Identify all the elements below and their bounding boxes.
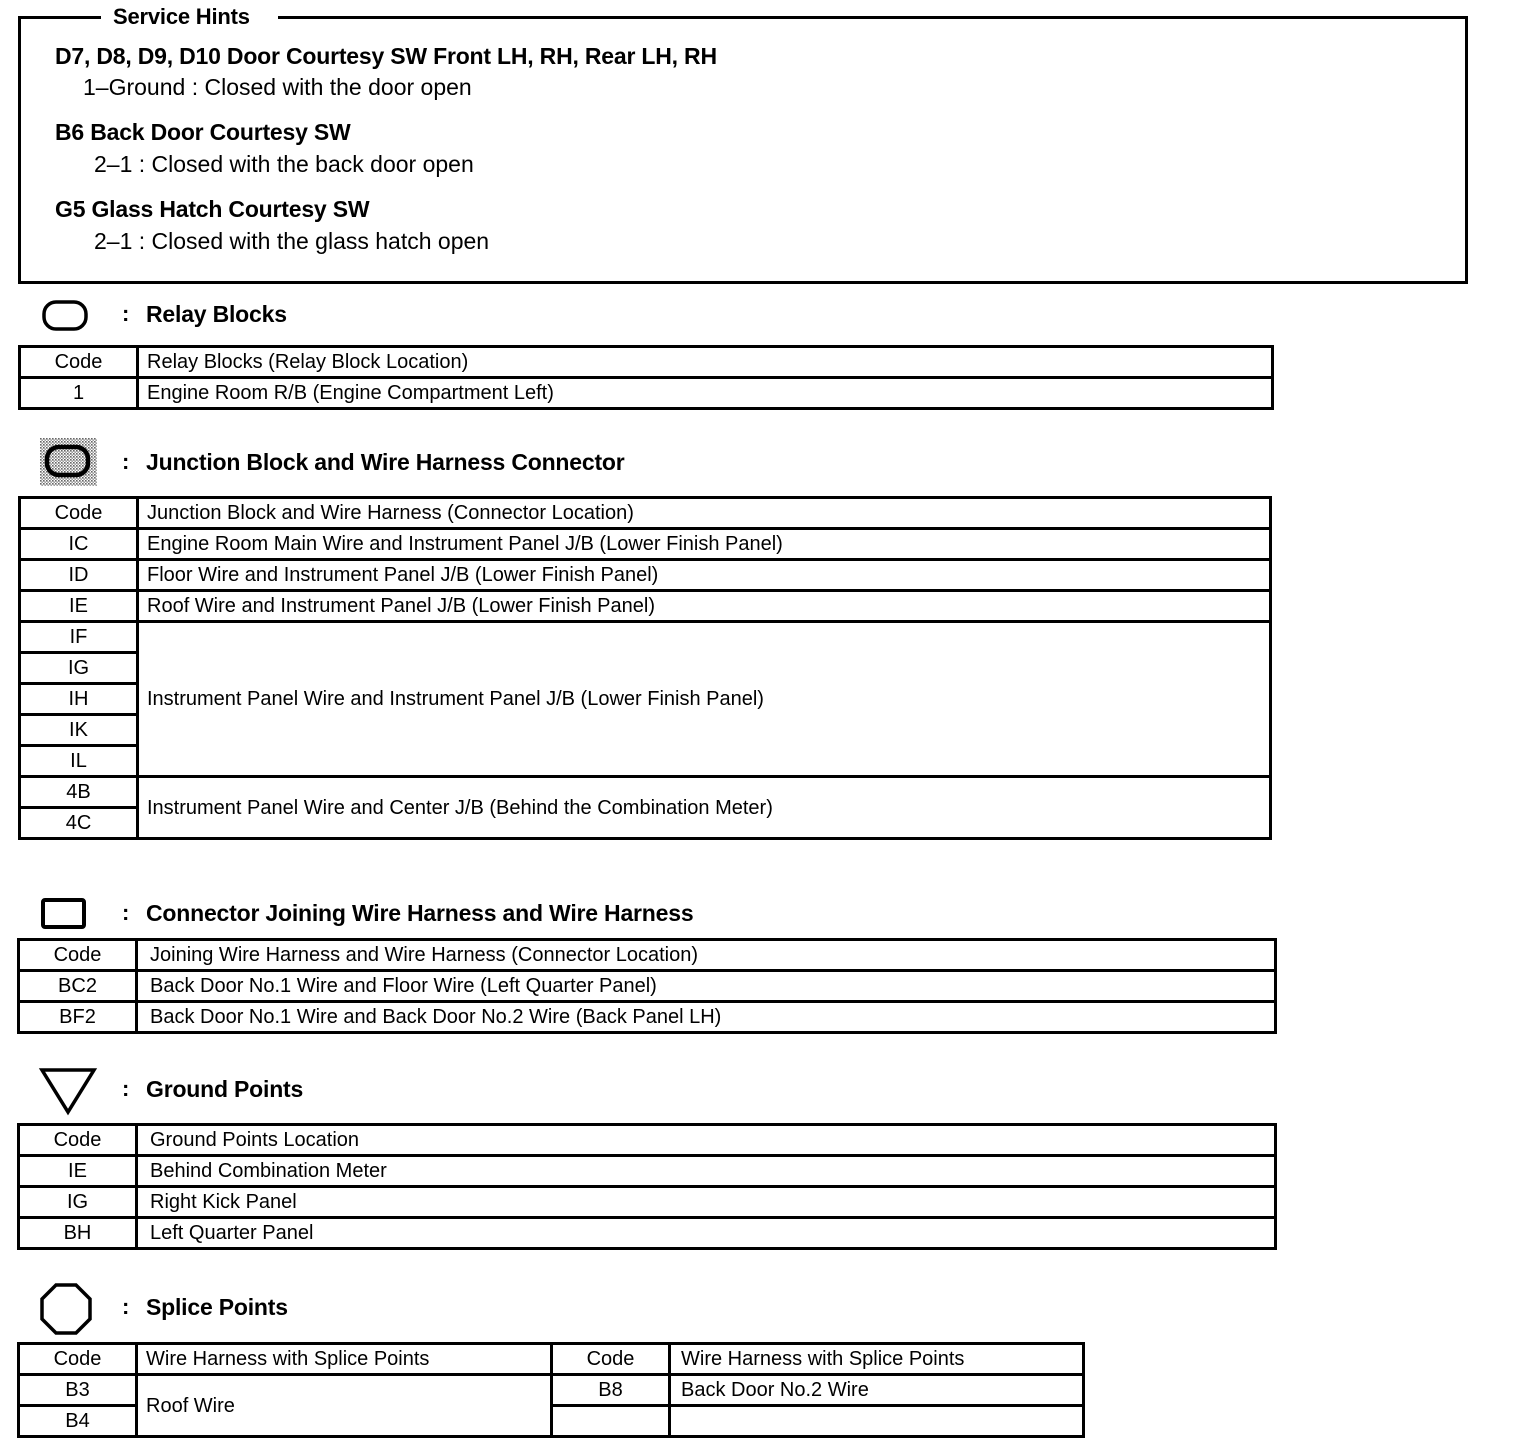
header-desc: Wire Harness with Splice Points bbox=[670, 1344, 1084, 1375]
desc-cell bbox=[670, 1406, 1084, 1437]
desc-cell: Back Door No.2 Wire bbox=[670, 1375, 1084, 1406]
code-cell: IE bbox=[20, 591, 138, 622]
code-cell: BC2 bbox=[19, 971, 137, 1002]
colon: : bbox=[122, 1076, 130, 1101]
splice-points-table bbox=[17, 1342, 1085, 1438]
colon: : bbox=[122, 449, 130, 474]
table-row bbox=[20, 622, 1271, 653]
code-cell: IE bbox=[19, 1156, 137, 1187]
code-cell: 4C bbox=[20, 808, 138, 839]
code-cell: BF2 bbox=[19, 1002, 137, 1033]
code-cell: BH bbox=[19, 1218, 137, 1249]
section-header-junction-block bbox=[0, 441, 1000, 481]
desc-cell: Back Door No.1 Wire and Floor Wire (Left Quarter Panel) bbox=[137, 971, 1276, 1002]
desc-cell: Back Door No.1 Wire and Back Door No.2 Wire (Back Panel LH) bbox=[137, 1002, 1276, 1033]
connector-joining-table bbox=[17, 938, 1277, 1034]
desc-cell: Instrument Panel Wire and Instrument Panel J/B (Lower Finish Panel) bbox=[138, 622, 1271, 777]
section-title: Ground Points bbox=[146, 1076, 304, 1102]
desc-cell: Instrument Panel Wire and Center J/B (Behind the Combination Meter) bbox=[138, 777, 1271, 839]
table-row bbox=[19, 1375, 1084, 1406]
header-desc: Relay Blocks (Relay Block Location) bbox=[138, 347, 1273, 378]
section-title: Relay Blocks bbox=[146, 301, 287, 327]
table-row bbox=[20, 560, 1271, 591]
header-code: Code bbox=[19, 1344, 137, 1375]
inverted-triangle-icon bbox=[38, 1066, 98, 1116]
header-code: Code bbox=[552, 1344, 670, 1375]
code-cell: ID bbox=[20, 560, 138, 591]
desc-cell: Left Quarter Panel bbox=[137, 1218, 1276, 1249]
code-cell bbox=[552, 1406, 670, 1437]
colon: : bbox=[122, 900, 130, 925]
square-icon bbox=[40, 897, 88, 931]
header-desc: Joining Wire Harness and Wire Harness (Connector Location) bbox=[137, 940, 1276, 971]
table-row bbox=[19, 1187, 1276, 1218]
table-row bbox=[19, 1002, 1276, 1033]
service-hints-box bbox=[18, 4, 1468, 284]
ground-points-table bbox=[17, 1123, 1277, 1250]
table-row bbox=[19, 1156, 1276, 1187]
octagon-icon bbox=[38, 1282, 94, 1336]
colon: : bbox=[122, 1294, 130, 1319]
shaded-rounded-rectangle-icon bbox=[40, 438, 98, 488]
code-cell: B4 bbox=[19, 1406, 137, 1437]
header-desc: Wire Harness with Splice Points bbox=[137, 1344, 552, 1375]
rounded-rectangle-icon bbox=[42, 300, 90, 332]
table-row bbox=[19, 971, 1276, 1002]
code-cell: 4B bbox=[20, 777, 138, 808]
table-header-row bbox=[19, 940, 1276, 971]
hint-heading: D7, D8, D9, D10 Door Courtesy SW Front LH, RH, Rear LH, RH bbox=[55, 43, 717, 69]
header-desc: Junction Block and Wire Harness (Connector Location) bbox=[138, 498, 1271, 529]
section-header-connector-joining bbox=[0, 892, 1000, 932]
table-row bbox=[20, 378, 1273, 409]
table-header-row bbox=[19, 1344, 1084, 1375]
table-header-row bbox=[20, 347, 1273, 378]
table-header-row bbox=[20, 498, 1271, 529]
hint-detail: 1–Ground : Closed with the door open bbox=[83, 74, 472, 100]
desc-cell: Roof Wire bbox=[137, 1375, 552, 1437]
section-header-ground-points bbox=[0, 1066, 1000, 1106]
table-header-row bbox=[19, 1125, 1276, 1156]
section-title: Splice Points bbox=[146, 1294, 288, 1320]
code-cell: IG bbox=[20, 653, 138, 684]
junction-block-table bbox=[18, 496, 1272, 840]
code-cell: B3 bbox=[19, 1375, 137, 1406]
hint-detail: 2–1 : Closed with the back door open bbox=[94, 151, 474, 177]
code-cell: IG bbox=[19, 1187, 137, 1218]
header-code: Code bbox=[20, 347, 138, 378]
code-cell: 1 bbox=[20, 378, 138, 409]
hint-heading: G5 Glass Hatch Courtesy SW bbox=[55, 196, 370, 222]
desc-cell: Floor Wire and Instrument Panel J/B (Lower Finish Panel) bbox=[138, 560, 1271, 591]
code-cell: IF bbox=[20, 622, 138, 653]
section-header-relay-blocks bbox=[0, 296, 1000, 336]
table-row bbox=[20, 777, 1271, 808]
header-code: Code bbox=[19, 940, 137, 971]
code-cell: B8 bbox=[552, 1375, 670, 1406]
header-code: Code bbox=[20, 498, 138, 529]
desc-cell: Engine Room R/B (Engine Compartment Left) bbox=[138, 378, 1273, 409]
header-desc: Ground Points Location bbox=[137, 1125, 1276, 1156]
table-row bbox=[19, 1218, 1276, 1249]
code-cell: IC bbox=[20, 529, 138, 560]
table-row bbox=[20, 591, 1271, 622]
code-cell: IK bbox=[20, 715, 138, 746]
hint-heading: B6 Back Door Courtesy SW bbox=[55, 119, 351, 145]
section-title: Junction Block and Wire Harness Connector bbox=[146, 449, 625, 475]
table-row bbox=[20, 529, 1271, 560]
header-code: Code bbox=[19, 1125, 137, 1156]
code-cell: IL bbox=[20, 746, 138, 777]
section-header-splice-points bbox=[0, 1282, 1000, 1322]
desc-cell: Right Kick Panel bbox=[137, 1187, 1276, 1218]
colon: : bbox=[122, 301, 130, 326]
desc-cell: Roof Wire and Instrument Panel J/B (Lower Finish Panel) bbox=[138, 591, 1271, 622]
desc-cell: Behind Combination Meter bbox=[137, 1156, 1276, 1187]
desc-cell: Engine Room Main Wire and Instrument Panel J/B (Lower Finish Panel) bbox=[138, 529, 1271, 560]
service-hints-title: Service Hints bbox=[101, 4, 278, 30]
hint-detail: 2–1 : Closed with the glass hatch open bbox=[94, 228, 490, 254]
code-cell: IH bbox=[20, 684, 138, 715]
relay-blocks-table bbox=[18, 345, 1274, 410]
section-title: Connector Joining Wire Harness and Wire Harness bbox=[146, 900, 694, 926]
